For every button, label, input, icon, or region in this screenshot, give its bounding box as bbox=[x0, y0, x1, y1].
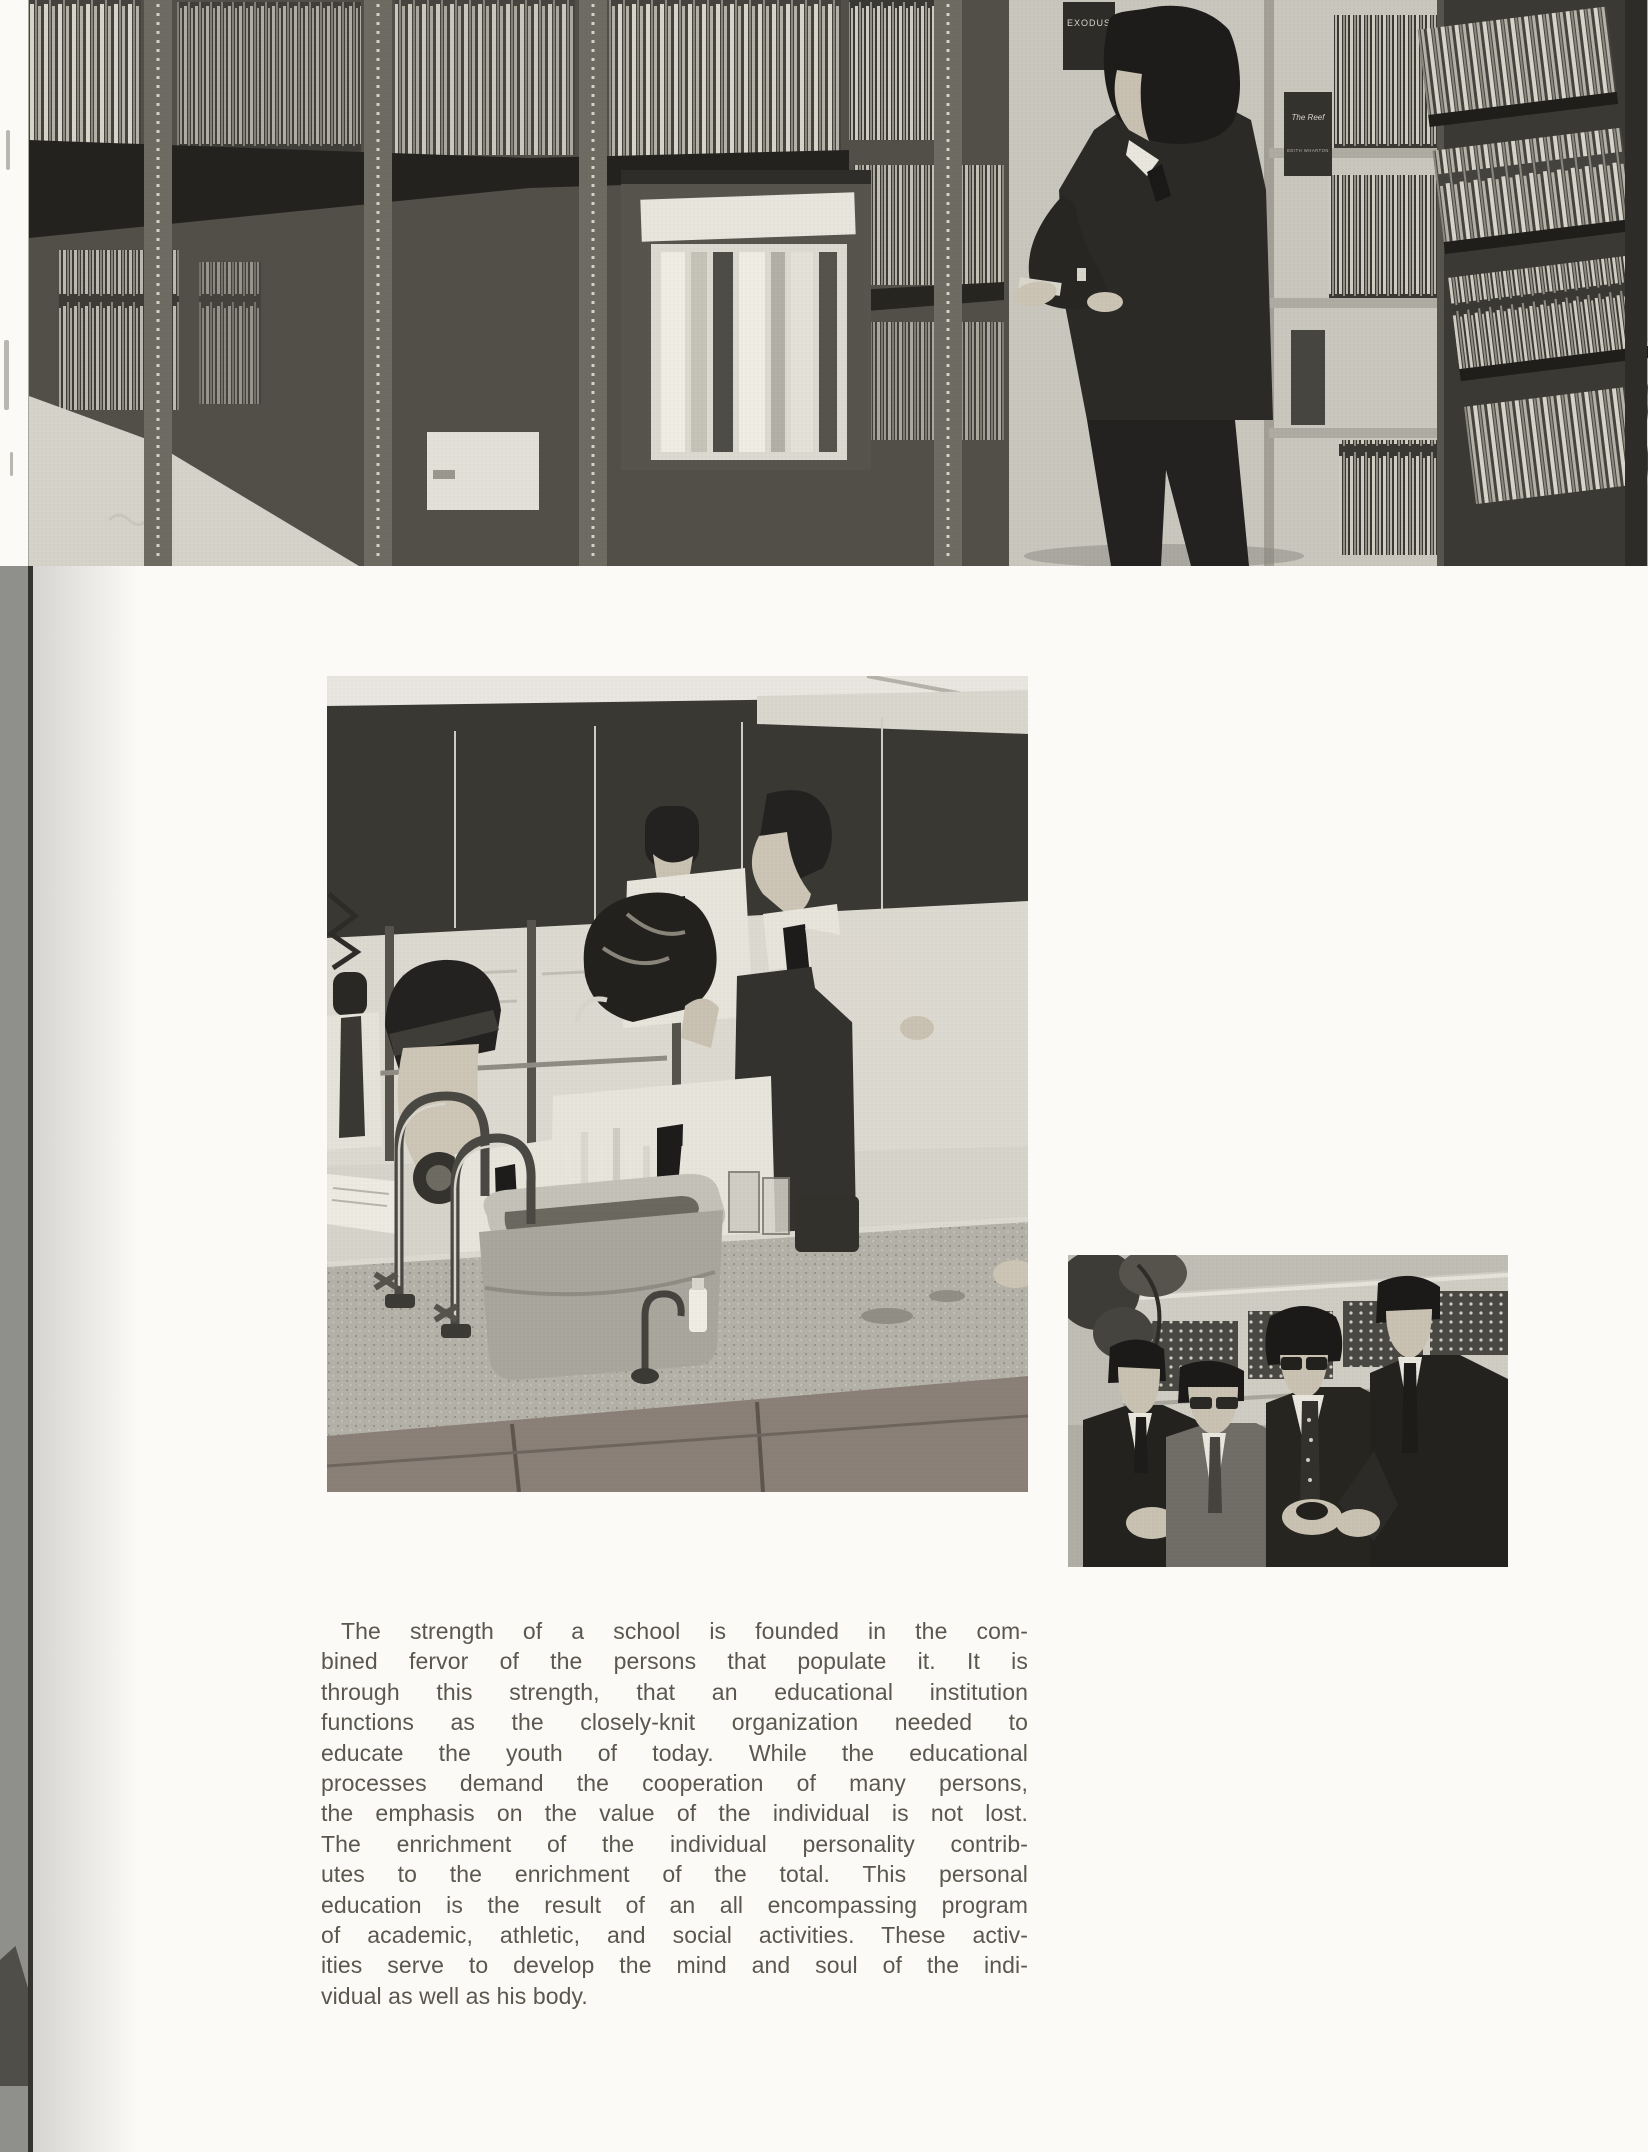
group-photo bbox=[1068, 1255, 1508, 1567]
essay-line: vidual as well as his body. bbox=[321, 1982, 588, 2009]
scan-mark bbox=[10, 452, 13, 476]
essay-line: functions as the closely-knit organization needed to bbox=[321, 1709, 1028, 1736]
essay-line: the emphasis on the value of the individual is not lost. bbox=[321, 1800, 1028, 1827]
scan-mark bbox=[6, 130, 10, 170]
essay-line: The strength of a school is founded in the com- bbox=[341, 1618, 1028, 1644]
essay-line: The enrichment of the individual personality contrib- bbox=[321, 1830, 1028, 1857]
essay-line: through this strength, that an educational institution bbox=[321, 1678, 1028, 1705]
library-photo bbox=[28, 0, 1648, 566]
essay-line: ities serve to develop the mind and soul of the indi- bbox=[321, 1952, 1028, 1979]
essay-line: utes to the enrichment of the total. This personal bbox=[321, 1861, 1028, 1888]
essay-line: processes demand the cooperation of many persons, bbox=[321, 1769, 1028, 1796]
essay-line: educate the youth of today. While the educational bbox=[321, 1739, 1028, 1766]
essay-line: education is the result of an all encompassing program bbox=[321, 1891, 1028, 1918]
essay-line: of academic, athletic, and social activities. These activ- bbox=[321, 1921, 1028, 1948]
essay-paragraph bbox=[321, 1616, 1028, 2011]
chemistry-lab-photo bbox=[327, 676, 1028, 1492]
halftone-overlay bbox=[1068, 1255, 1508, 1567]
halftone-overlay bbox=[327, 676, 1028, 1492]
essay-line: bined fervor of the persons that populate it. It is bbox=[321, 1648, 1028, 1675]
halftone-overlay bbox=[29, 0, 1647, 566]
page-curl-shadow bbox=[33, 566, 183, 2152]
page-edge-strip bbox=[0, 566, 28, 2152]
scan-mark bbox=[4, 340, 9, 410]
